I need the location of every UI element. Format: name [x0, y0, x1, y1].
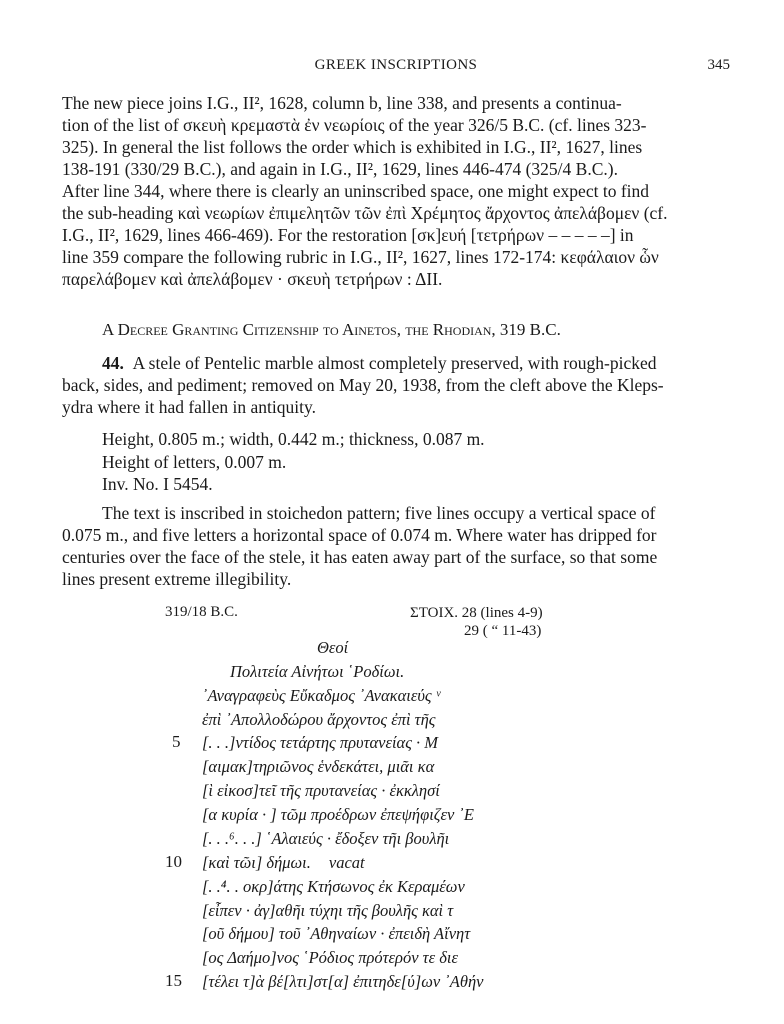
- inscription-line: Πολιτεία Αἰνήτωι ῾Ροδίωι.: [230, 662, 405, 681]
- line-number: 10: [165, 852, 182, 871]
- inscription-line: Θεοί: [317, 638, 349, 657]
- text-line: παρελάβομεν καὶ ἀπελάβομεν · σκευὴ τετρήρων : ΔΙΙ.: [62, 269, 443, 289]
- text-line: After line 344, where there is clearly an uninscribed space, one might expect to find: [62, 181, 650, 201]
- text-line: 0.075 m., and five letters a horizontal space of 0.074 m. Where water has dripped for: [62, 525, 657, 545]
- description-paragraph: [62, 502, 730, 590]
- inscription-line: [α κυρία · ] τῶμ προέδρων ἐπεψήφιζεν ᾿Ε: [202, 805, 474, 824]
- inscription-line: [. . .⁶. . .] ῾Αλαιεύς · ἔδοξεν τῆι βουλῆι: [202, 829, 450, 848]
- text-line: centuries over the face of the stele, it has eaten away part of the surface, so that some: [62, 547, 658, 567]
- line-number: 15: [165, 971, 182, 990]
- text-line: ydra where it had fallen in antiquity.: [62, 397, 316, 417]
- stoich-line-2: 29 ( “ 11-43): [464, 623, 542, 639]
- measurement-line: Height of letters, 0.007 m.: [102, 451, 287, 472]
- inscription-line: [ος Δαήμο]νος ῾Ρόδιος πρότερόν τε διε: [202, 948, 458, 967]
- text-line: the sub-heading καὶ νεωρίων ἐπιμελητῶν τῶν ἐπὶ Χρέμητος ἄρχοντος ἀπελάβομεν (cf.: [62, 203, 668, 223]
- text-line: tion of the list of σκευὴ κρεμαστὰ ἐν νεωρίοις of the year 326/5 B.C. (cf. lines 323-: [62, 115, 647, 135]
- measurement-line: Inv. No. I 5454.: [102, 474, 213, 494]
- inscription-line: [αιμακ]τηριῶνος ἑνδεκάτει, μιᾶι κα: [202, 757, 435, 776]
- entry-paragraph: [62, 352, 730, 418]
- inscription-line: [τέλει τ]ὰ βέ[λτι]στ[α] ἐπιτηδε[ύ]ων ᾿Αθήν: [202, 972, 484, 991]
- section-heading: A Decree Granting Citizenship to Ainetos, the Rhodian, 319 B.C.: [102, 320, 561, 339]
- intro-paragraph: [62, 92, 730, 290]
- inscription-line: [οῦ δήμου] τοῦ ᾿Αθηναίων · ἐπειδὴ Αἴνητ: [202, 924, 471, 943]
- stoich-line-1: ΣΤΟΙΧ. 28 (lines 4-9): [410, 605, 543, 621]
- text-line: A stele of Pentelic marble almost completely preserved, with rough-picked: [132, 353, 657, 373]
- page-number: 345: [707, 57, 730, 73]
- line-number: 5: [172, 732, 181, 751]
- running-header: [62, 57, 730, 79]
- text-line: The new piece joins I.G., II², 1628, column b, line 338, and presents a continua-: [62, 93, 622, 113]
- stoichedon-note: [410, 604, 543, 640]
- inscription-date: 319/18 B.C.: [165, 604, 238, 620]
- vacat-mark: vacat: [328, 853, 365, 872]
- text-line: I.G., II², 1629, lines 466-469). For the restoration [σκ]ευή [τετρήρων – – – – –] in: [62, 225, 634, 245]
- inscription-line: [ὶ εἰκοσ]τεῖ τῆς πρυτανείας · ἐκκλησί: [202, 781, 440, 800]
- text-line: 325). In general the list follows the order which is exhibited in I.G., II², 1627, lines: [62, 137, 643, 157]
- measurement-line: Height, 0.805 m.; width, 0.442 m.; thickness, 0.087 m.: [102, 429, 485, 449]
- text-line: line 359 compare the following rubric in I.G., II², 1627, lines 172-174: κεφάλαιον ὧν: [62, 247, 659, 267]
- inscription-line: [εἶπεν · ἀγ]αθῆι τύχηι τῆς βουλῆς καὶ τ: [202, 901, 454, 920]
- inscription-line-text: [καὶ τῶι] δήμωι.: [202, 853, 311, 872]
- measurements: [102, 428, 485, 496]
- text-line: lines present extreme illegibility.: [62, 569, 292, 589]
- running-title: GREEK INSCRIPTIONS: [314, 57, 478, 73]
- entry-first-line: [62, 352, 730, 374]
- inscription-line: [. . .]ντίδος τετάρτης πρυτανείας · Μ: [202, 733, 439, 752]
- inscription-line: ἐπὶ ᾿Απολλοδώρου ἄρχοντος ἐπὶ τῆς: [202, 710, 436, 729]
- entry-number: 44.: [102, 353, 124, 373]
- inscription-line: ᾿Αναγραφεὺς Εὔκαδμος ᾿Ανακαιεύς ᵛ: [202, 686, 441, 705]
- inscription-line: [202, 853, 365, 873]
- text-line: The text is inscribed in stoichedon pattern; five lines occupy a vertical space of: [102, 503, 656, 523]
- inscription-line: [. .⁴. . οκρ]άτης Κτήσωνος ἐκ Κεραμέων: [202, 877, 465, 896]
- text-line: 138-191 (330/29 B.C.), and again in I.G., II², 1629, lines 446-474 (325/4 B.C.).: [62, 159, 618, 179]
- text-line: back, sides, and pediment; removed on May 20, 1938, from the cleft above the Kleps-: [62, 375, 664, 395]
